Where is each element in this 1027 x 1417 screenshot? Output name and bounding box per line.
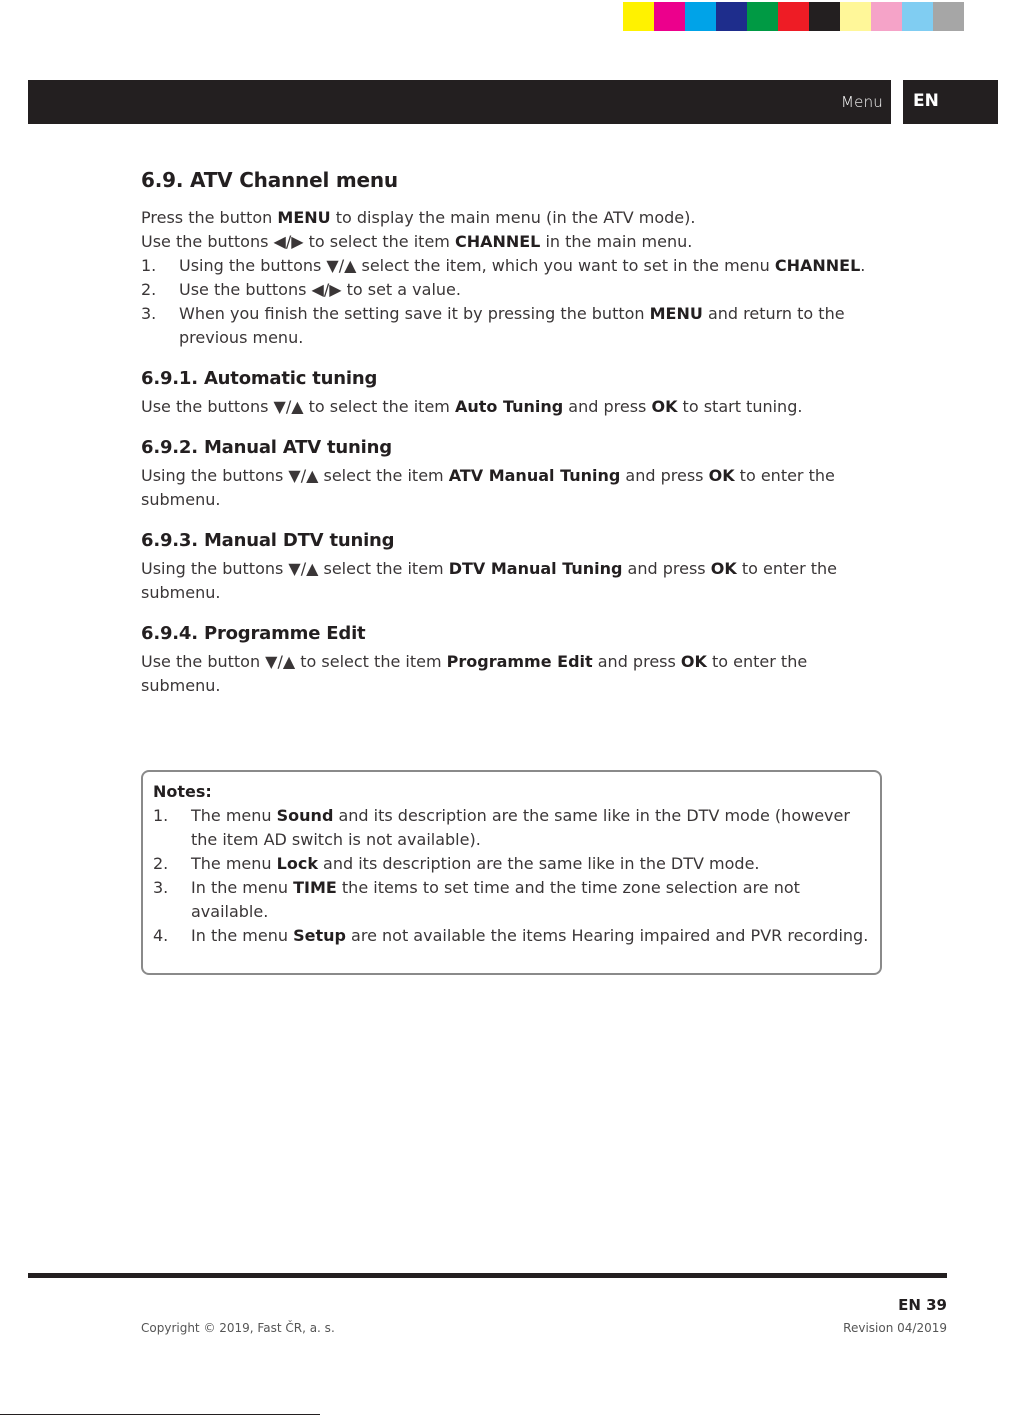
bold-key: CHANNEL — [454, 232, 541, 251]
text: The menu — [191, 854, 277, 873]
text: Use the buttons ▼/▲ to select the item — [141, 397, 455, 416]
item-number: 3. — [141, 304, 157, 323]
bold-key: Lock — [276, 854, 318, 873]
text: to enter the submenu. — [141, 652, 808, 695]
note-item — [153, 924, 870, 948]
list-item — [141, 302, 886, 350]
subsection-automatic-tuning — [141, 368, 886, 419]
text: and press — [622, 559, 711, 578]
text: and its description are the same like in the DTV mode. — [317, 854, 760, 873]
text: Use the buttons ◀/▶ to select the item — [141, 232, 455, 251]
copyright-text: Copyright © 2019, Fast ČR, a. s. — [141, 1321, 335, 1335]
swatch-light-blue — [902, 2, 933, 31]
subsection-text — [141, 650, 886, 698]
item-number: 1. — [153, 806, 169, 825]
bold-key: OK — [708, 466, 735, 485]
swatch-green — [747, 2, 778, 31]
subsection-title: 6.9.3. Manual DTV tuning — [141, 530, 395, 551]
bold-key: OK — [680, 652, 707, 671]
subsection-manual-atv-tuning — [141, 437, 886, 512]
item-number: 2. — [141, 280, 157, 299]
subsection-title: 6.9.2. Manual ATV tuning — [141, 437, 392, 458]
header-bar — [28, 80, 891, 124]
text: Use the buttons ◀/▶ to set a value. — [179, 280, 461, 299]
swatch-cyan — [685, 2, 716, 31]
bold-key: Setup — [293, 926, 346, 945]
text: Use the button ▼/▲ to select the item — [141, 652, 447, 671]
notes-box — [141, 770, 882, 975]
text: Using the buttons ▼/▲ select the item — [141, 559, 449, 578]
subsection-programme-edit — [141, 623, 886, 698]
text: are not available the items Hearing impaired and PVR recording. — [345, 926, 869, 945]
text: Press the button — [141, 208, 278, 227]
swatch-pink — [871, 2, 902, 31]
language-label: EN — [913, 91, 939, 111]
text: Using the buttons ▼/▲ select the item — [141, 466, 449, 485]
text: to enter the submenu. — [141, 559, 837, 602]
bold-key: OK — [651, 397, 678, 416]
item-number: 4. — [153, 926, 169, 945]
item-number: 2. — [153, 854, 169, 873]
subsection-text — [141, 395, 886, 419]
intro-line — [141, 230, 886, 254]
notes-title: Notes: — [153, 782, 212, 801]
text: . — [860, 256, 866, 275]
note-item — [153, 804, 870, 852]
crop-line — [0, 1414, 320, 1415]
intro-block — [141, 206, 886, 350]
text: When you finish the setting save it by pressing the button — [179, 304, 650, 323]
subsection-manual-dtv-tuning — [141, 530, 886, 605]
bold-key: TIME — [293, 878, 337, 897]
text: Using the buttons ▼/▲ select the item, which you want to set in the menu — [179, 256, 775, 275]
swatch-black — [809, 2, 840, 31]
text: and press — [563, 397, 652, 416]
bold-key: Auto Tuning — [454, 397, 564, 416]
subsection-title: 6.9.1. Automatic tuning — [141, 368, 378, 389]
bold-key: ATV Manual Tuning — [448, 466, 621, 485]
note-item — [153, 852, 870, 876]
item-number: 3. — [153, 878, 169, 897]
subsection-title: 6.9.4. Programme Edit — [141, 623, 366, 644]
bold-key: DTV Manual Tuning — [448, 559, 623, 578]
subsection-text — [141, 557, 886, 605]
item-number: 1. — [141, 256, 157, 275]
revision-text: Revision 04/2019 — [843, 1321, 947, 1335]
text: and return to the previous menu. — [179, 304, 845, 347]
swatch-yellow — [623, 2, 654, 31]
intro-line — [141, 206, 886, 230]
text: In the menu — [191, 926, 294, 945]
section-title: 6.9. ATV Channel menu — [141, 168, 398, 192]
bold-key: OK — [710, 559, 737, 578]
text: and press — [592, 652, 681, 671]
bold-key: CHANNEL — [774, 256, 861, 275]
footer-divider — [28, 1273, 947, 1278]
swatch-red — [778, 2, 809, 31]
bold-key: Programme Edit — [446, 652, 593, 671]
text: The menu — [191, 806, 277, 825]
text: in the main menu. — [540, 232, 693, 251]
text: and press — [620, 466, 709, 485]
color-registration-strip — [623, 2, 964, 31]
swatch-blue — [716, 2, 747, 31]
list-item — [141, 254, 886, 278]
language-badge — [903, 80, 998, 124]
note-item — [153, 876, 870, 924]
swatch-gray — [933, 2, 964, 31]
text: to start tuning. — [677, 397, 803, 416]
text: and its description are the same like in the DTV mode (however the item AD switch is not available). — [191, 806, 850, 849]
header-section-label: Menu — [841, 93, 883, 111]
text: to display the main menu (in the ATV mode). — [330, 208, 696, 227]
page-content — [141, 168, 886, 716]
page-number: EN 39 — [898, 1296, 947, 1314]
text: to enter the submenu. — [141, 466, 835, 509]
bold-key: MENU — [277, 208, 331, 227]
subsection-text — [141, 464, 886, 512]
swatch-light-yellow — [840, 2, 871, 31]
bold-key: Sound — [276, 806, 334, 825]
list-item — [141, 278, 886, 302]
bold-key: MENU — [649, 304, 703, 323]
text: In the menu — [191, 878, 294, 897]
text: the items to set time and the time zone selection are not available. — [191, 878, 800, 921]
steps-list — [141, 254, 886, 350]
swatch-magenta — [654, 2, 685, 31]
